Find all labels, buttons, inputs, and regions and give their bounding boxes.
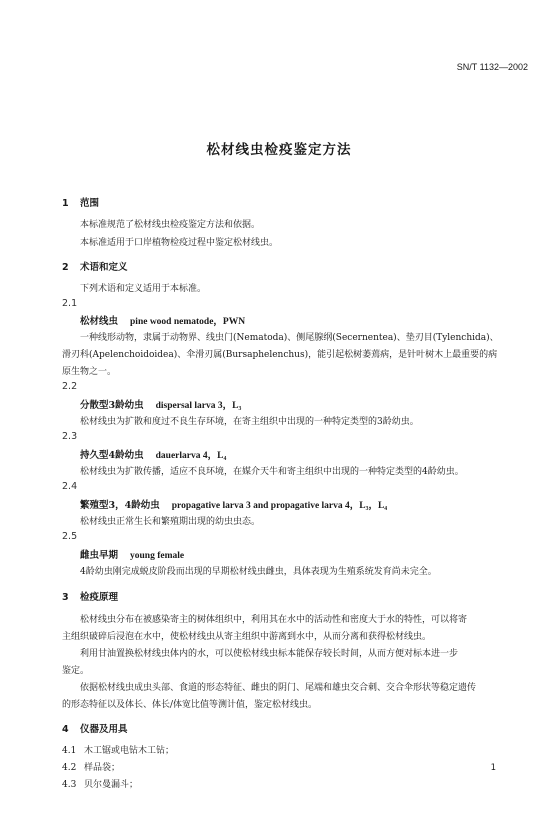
definition-line: 松材线虫为扩散传播，适应不良环境，在媒介天牛和寄主组织中出现的一种特定类型的4龄幼虫。	[80, 467, 464, 477]
term-heading	[80, 547, 184, 561]
definition-line: 松材线虫为扩散和度过不良生存环境，在寄主组织中出现的一种特定类型的3龄幼虫。	[80, 417, 419, 427]
definition-line: 一种线形动物，隶属于动物界、线虫门(Nematoda)、侧尾腺纲(Secernentea)、垫刃目(Tylenchida)、	[80, 333, 499, 343]
list-item-number: 4.1	[62, 746, 77, 756]
list-item-number: 4.2	[62, 763, 77, 773]
list-item	[62, 777, 138, 790]
term-en: pine wood nematode，PWN	[130, 317, 246, 327]
term-en: dauerlarva 4，L₄	[155, 451, 227, 461]
list-item-text: 贝尔曼漏斗；	[84, 780, 139, 790]
section-number: 3	[62, 592, 69, 603]
term-zh: 分散型3龄幼虫	[80, 400, 144, 411]
document-title: 松材线虫检疫鉴定方法	[206, 142, 352, 158]
paragraph-line: 利用甘油置换松材线虫体内的水，可以使松材线虫标本能保存较长时间，从而方便对标本进一步	[80, 649, 459, 659]
term-zh: 雌虫早期	[80, 550, 119, 561]
paragraph: 本标准适用于口岸植物检疫过程中鉴定松材线虫。	[80, 238, 279, 248]
definition-line: 滑刃科(Apelenchoidoidea)、伞滑刃属(Bursaphelenchus)，能引起松树萎蔫病，是针叶树木上最重要的病	[62, 350, 498, 360]
standard-code: SN/T 1132—2002	[456, 62, 528, 72]
definition-line: 4龄幼虫刚完成蜕皮阶段而出现的早期松材线虫雌虫，具体表现为生殖系统发育尚未完全。	[80, 567, 437, 577]
term-heading	[80, 397, 241, 411]
list-item-number: 4.3	[62, 780, 77, 790]
section-4-heading	[62, 721, 128, 735]
section-3-heading	[62, 589, 118, 603]
list-item-text: 样品袋；	[84, 763, 121, 773]
section-title: 术语和定义	[80, 262, 128, 273]
paragraph-line: 的形态特征以及体长、体长/体宽比值等测计值，鉴定松材线虫。	[62, 700, 318, 710]
term-heading	[80, 313, 245, 327]
term-heading	[80, 497, 387, 511]
section-number: 4	[62, 724, 69, 735]
paragraph: 下列术语和定义适用于本标准。	[80, 284, 207, 294]
clause-number: 2.5	[62, 531, 78, 542]
clause-number: 2.1	[62, 298, 78, 309]
section-number: 2	[62, 262, 69, 273]
term-en: young female	[130, 551, 185, 561]
list-item	[62, 743, 174, 756]
paragraph-line: 主组织破碎后浸泡在水中，使松材线虫从寄主组织中游离到水中，从而分离和获得松材线虫。	[62, 632, 432, 642]
clause-number: 2.2	[62, 381, 78, 392]
section-1-heading	[62, 195, 99, 209]
clause-number: 2.4	[62, 481, 78, 492]
list-item-text: 木工锯或电钻木工钻；	[84, 746, 175, 756]
term-en: propagative larva 3 and propagative larva 4，L₃，L₄	[171, 501, 388, 511]
page-number: 1	[490, 763, 496, 773]
paragraph-line: 鉴定。	[62, 666, 90, 676]
term-zh: 松材线虫	[80, 316, 119, 327]
paragraph-line: 松材线虫分布在被感染寄主的树体组织中，利用其在水中的活动性和密度大于水的特性，可以将寄	[80, 615, 468, 625]
term-zh: 持久型4龄幼虫	[80, 450, 144, 461]
section-2-heading	[62, 259, 128, 273]
term-zh: 繁殖型3，4龄幼虫	[80, 500, 160, 511]
section-title: 仪器及用具	[80, 724, 128, 735]
definition-line: 松材线虫正常生长和繁殖期出现的幼虫虫态。	[80, 517, 261, 527]
paragraph: 本标准规范了松材线虫检疫鉴定方法和依据。	[80, 220, 261, 230]
list-item	[62, 760, 120, 773]
term-en: dispersal larva 3，L₃	[155, 401, 242, 411]
definition-line: 原生物之一。	[62, 367, 117, 377]
section-number: 1	[62, 198, 69, 209]
section-title: 检疫原理	[80, 592, 119, 603]
paragraph-line: 依据松材线虫成虫头部、食道的形态特征、雌虫的阴门、尾端和雄虫交合刺、交合伞形状等稳定遗传	[80, 683, 477, 693]
term-heading	[80, 447, 226, 461]
clause-number: 2.3	[62, 431, 78, 442]
section-title: 范围	[80, 198, 100, 209]
